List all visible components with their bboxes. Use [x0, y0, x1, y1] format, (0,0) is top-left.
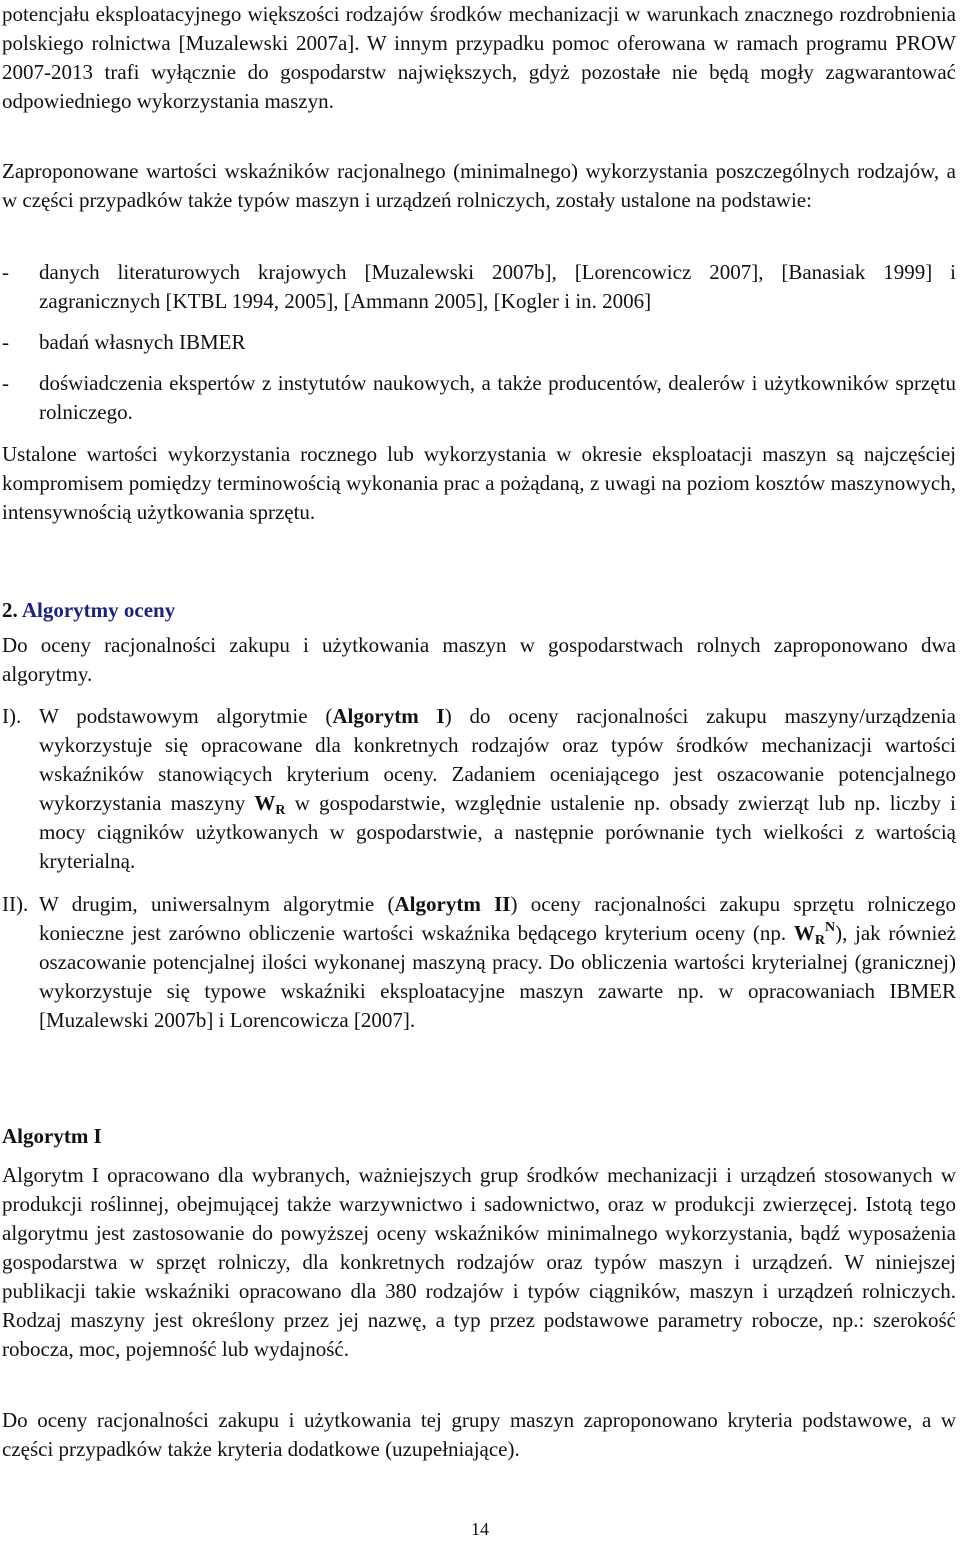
list-item-text: W drugim, uniwersalnym algorytmie (Algorytm II) oceny racjonalności zakupu sprzętu rolniczego konieczne jest zarówno obliczenie wartości wskaźnika będącego kryterium oceny (np. $W_R^N$), jak również oszacowanie potencjalnej ilości wykonanej maszyną pracy. Do obliczenia wartości kryterialnej (granicznej) wykorzystuje się typowe wskaźniki eksploatacyjne maszyn zawarte np. w opracowaniach IBMER [Muzalewski 2007b] i Lorencowicza [2007]. — [39, 892, 957, 1032]
list-marker: - — [2, 371, 9, 395]
page-number: 14 — [471, 1519, 489, 1539]
paragraph-two-algorithms: Do oceny racjonalności zakupu i użytkowania maszyn w gospodarstwach rolnych zaproponowano dwa algorytmy. — [2, 633, 956, 686]
list-item-literature — [2, 258, 956, 316]
paragraph-intro-continuation: potencjału eksploatacyjnego większości rodzajów środków mechanizacji w warunkach znacznego rozdrobnienia polskiego rolnictwa [Muzalewski 2007a]. W innym przypadku pomoc oferowana w ramach programu PROW 2007-2013 trafi wyłącznie do gospodarstw największych, gdyż pozostałe nie będą mogły zagwarantować odpowiedniego wykorzystania maszyn. — [2, 2, 956, 113]
list-marker: - — [2, 330, 9, 354]
heading-algorithm-1: Algorytm I — [2, 1124, 102, 1148]
list-marker: I). — [2, 704, 22, 728]
list-item-experts — [2, 369, 956, 427]
list-item-algorithm-2 — [2, 890, 956, 1035]
list-item-text: W podstawowym algorytmie (Algorytm I) do oceny racjonalności zakupu maszyny/urządzenia wykorzystuje się opracowane dla konkretnych rodzajów oraz typów środków mechanizacji wartości wskaźników stanowiących kryterium oceny. Zadaniem oceniającego jest oszacowanie potencjalnego wykorzystania maszyny $W_R$ w gospodarstwie, względnie ustalenie np. obsady zwierząt lub np. liczby i mocy ciągników użytkowanych w gospodarstwie, a następnie porównanie tych wielkości z wartością kryterialną. — [39, 704, 956, 873]
algorithm-name: Algorytm I — [332, 704, 445, 728]
algorithm-name: Algorytm II — [394, 892, 511, 916]
list-marker: II). — [2, 892, 29, 916]
paragraph-algorithm-1-description: Algorytm I opracowano dla wybranych, ważniejszych grup środków mechanizacji i urządzeń stosowanych w produkcji roślinnej, obejmującej także warzywnictwo i sadownictwo, oraz w produkcji zwierzęcej. Istotą tego algorytmu jest zastosowanie do powyższej oceny wskaźników minimalnego wykorzystania, bądź wyposażenia gospodarstwa w sprzęt rolniczy, dla konkretnych rodzajów oraz typów maszyn i urządzeń. W niniejszej publikacji takie wskaźniki opracowano dla 380 rodzajów i typów ciągników, maszyn i urządzeń rolniczych. Rodzaj maszyny jest określony przez jej nazwę, a typ przez podstawowe parametry robocze, np.: szerokość robocza, moc, pojemność lub wydajność. — [2, 1163, 956, 1361]
list-item-text: danych literaturowych krajowych [Muzalewski 2007b], [Lorencowicz 2007], [Banasiak 1999] i zagranicznych [KTBL 1994, 2005], [Ammann 2005], [Kogler i in. 2006] — [39, 260, 956, 313]
section-number: 2. — [2, 598, 18, 622]
symbol-w: $W_R$ — [254, 791, 286, 818]
paragraph-indicator-values: Zaproponowane wartości wskaźników racjonalnego (minimalnego) wykorzystania poszczególnych rodzajów, a w części przypadków także typów maszyn i urządzeń rolniczych, zostały ustalone na podstawie: — [2, 159, 956, 212]
section-title: Algorytmy oceny — [21, 598, 176, 622]
paragraph-established-values: Ustalone wartości wykorzystania rocznego lub wykorzystania w okresie eksploatacji maszyn są najczęściej kompromisem pomiędzy terminowością wykonania prac a pożądaną, z uwagi na poziom kosztów maszynowych, intensywnością użytkowania sprzętu. — [2, 442, 956, 524]
list-item-text: badań własnych IBMER — [39, 330, 246, 354]
symbol-w: $W_R^N$ — [793, 920, 836, 948]
list-item-algorithm-1 — [2, 702, 956, 876]
list-marker: - — [2, 260, 9, 284]
section-heading-algorithms — [2, 596, 175, 625]
list-item-own-research — [2, 328, 956, 357]
list-item-text: doświadczenia ekspertów z instytutów naukowych, a także producentów, dealerów i użytkowników sprzętu rolniczego. — [39, 371, 956, 424]
paragraph-criteria: Do oceny racjonalności zakupu i użytkowania tej grupy maszyn zaproponowano kryteria podstawowe, a w części przypadków także kryteria dodatkowe (uzupełniające). — [2, 1408, 956, 1461]
